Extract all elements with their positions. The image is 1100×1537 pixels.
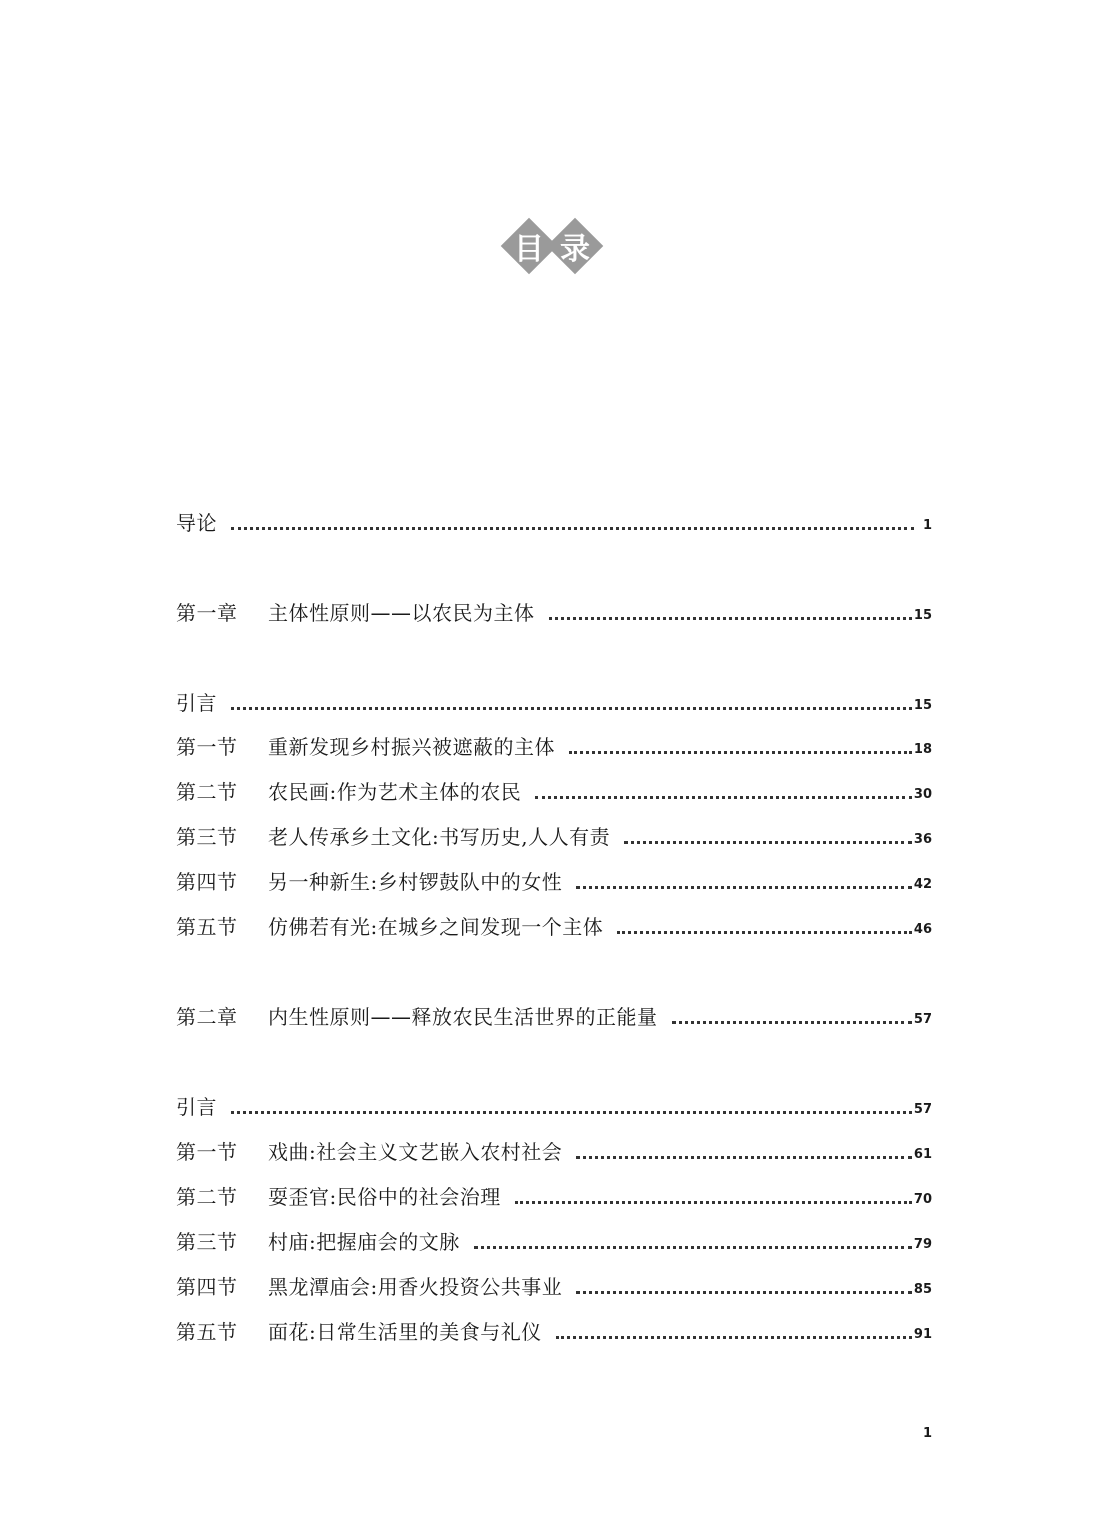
toc-entry-number: 第一节: [176, 1140, 238, 1164]
dot-leader: [569, 751, 912, 754]
dot-leader: [672, 1021, 912, 1024]
toc-entry-label: [176, 1229, 460, 1255]
dot-leader: [474, 1246, 912, 1249]
toc-entry-page: 61: [913, 1147, 932, 1162]
toc-entry-number: 第四节: [176, 870, 238, 894]
toc-entry[interactable]: [176, 1266, 932, 1300]
toc-title-char: 录: [560, 232, 590, 267]
toc-entry[interactable]: [176, 861, 932, 895]
toc-entry[interactable]: [176, 726, 932, 760]
toc-entry-title: 农民画:作为艺术主体的农民: [268, 780, 522, 804]
toc-entry-page: 42: [913, 877, 932, 892]
toc-entry-label: [176, 914, 603, 940]
toc-entry-page: 79: [913, 1237, 932, 1252]
toc-entry[interactable]: [176, 1176, 932, 1210]
toc-entry[interactable]: [176, 1311, 932, 1345]
toc-entry-number: 第一节: [176, 735, 238, 759]
toc-entry-label: [176, 1274, 562, 1300]
toc-entry-title: 引言: [176, 691, 217, 715]
dot-leader: [624, 841, 912, 844]
dot-leader: [576, 1156, 912, 1159]
toc-entry[interactable]: [176, 996, 932, 1030]
toc-entry-page: 57: [913, 1012, 932, 1027]
toc-entry-number: 第五节: [176, 1320, 238, 1344]
toc-entry-title: 仿佛若有光:在城乡之间发现一个主体: [268, 915, 604, 939]
toc-entry[interactable]: [176, 1131, 932, 1165]
toc-entry-title: 戏曲:社会主义文艺嵌入农村社会: [268, 1140, 563, 1164]
toc-entry-title: 另一种新生:乡村锣鼓队中的女性: [268, 870, 563, 894]
toc-entry-title: 黑龙潭庙会:用香火投资公共事业: [268, 1275, 563, 1299]
dot-leader: [576, 886, 912, 889]
toc-entry-label: [176, 600, 535, 626]
toc-entry[interactable]: [176, 592, 932, 626]
toc-entry-number: 第二节: [176, 780, 238, 804]
toc-entry-number: 第二节: [176, 1185, 238, 1209]
toc-entry-page: 15: [913, 698, 932, 713]
toc-entry[interactable]: [176, 816, 932, 850]
toc-entry-label: [176, 824, 610, 850]
page-number: 1: [922, 1426, 932, 1441]
toc-entry-title: 老人传承乡土文化:书写历史,人人有责: [268, 825, 611, 849]
toc-entry-label: [176, 734, 555, 760]
toc-entry-number: 第二章: [176, 1005, 238, 1029]
toc-entry-title: 面花:日常生活里的美食与礼仪: [268, 1320, 542, 1344]
dot-leader: [231, 527, 914, 530]
toc-entry-page: 1: [922, 518, 932, 533]
toc-entry-page: 15: [913, 608, 932, 623]
toc-entry-label: [176, 510, 217, 536]
toc-title-badge: [498, 222, 608, 286]
toc-entry-label: [176, 690, 217, 716]
toc-entry-page: 57: [913, 1102, 932, 1117]
toc-title-char: 目: [514, 232, 544, 267]
toc-entry-number: 第一章: [176, 601, 238, 625]
toc-entry-title: 内生性原则——释放农民生活世界的正能量: [268, 1005, 658, 1029]
toc-entry-number: 第四节: [176, 1275, 238, 1299]
dot-leader: [556, 1336, 912, 1339]
toc-entry-title: 耍歪官:民俗中的社会治理: [268, 1185, 501, 1209]
dot-leader: [576, 1291, 912, 1294]
toc-entry-label: [176, 1139, 562, 1165]
dot-leader: [515, 1201, 912, 1204]
toc-entry[interactable]: [176, 502, 932, 536]
toc-entry[interactable]: [176, 1221, 932, 1255]
toc-entry[interactable]: [176, 682, 932, 716]
dot-leader: [617, 931, 912, 934]
toc-entry-title: 村庙:把握庙会的文脉: [268, 1230, 460, 1254]
toc-entry-label: [176, 1319, 542, 1345]
toc-entry-number: 第五节: [176, 915, 238, 939]
toc-entry-label: [176, 869, 562, 895]
toc-entry-page: 18: [913, 742, 932, 757]
dot-leader: [535, 796, 912, 799]
toc-entry-label: [176, 1184, 501, 1210]
dot-leader: [549, 617, 912, 620]
toc-entry[interactable]: [176, 1086, 932, 1120]
toc-entry[interactable]: [176, 771, 932, 805]
toc-entry-page: 46: [913, 922, 932, 937]
toc-entry-label: [176, 779, 521, 805]
toc-entry-number: 第三节: [176, 1230, 238, 1254]
toc-entry-label: [176, 1004, 658, 1030]
toc-entry-page: 30: [913, 787, 932, 802]
toc-entry-number: 第三节: [176, 825, 238, 849]
toc-entry-title: 主体性原则——以农民为主体: [268, 601, 535, 625]
toc-entry[interactable]: [176, 906, 932, 940]
toc-entry-title: 导论: [176, 511, 217, 535]
toc-entry-title: 引言: [176, 1095, 217, 1119]
dot-leader: [231, 707, 912, 710]
dot-leader: [231, 1111, 912, 1114]
toc-entry-page: 91: [913, 1327, 932, 1342]
toc-entry-page: 36: [913, 832, 932, 847]
toc-entry-label: [176, 1094, 217, 1120]
toc-entry-page: 85: [913, 1282, 932, 1297]
toc-entry-title: 重新发现乡村振兴被遮蔽的主体: [268, 735, 555, 759]
toc-entry-page: 70: [913, 1192, 932, 1207]
